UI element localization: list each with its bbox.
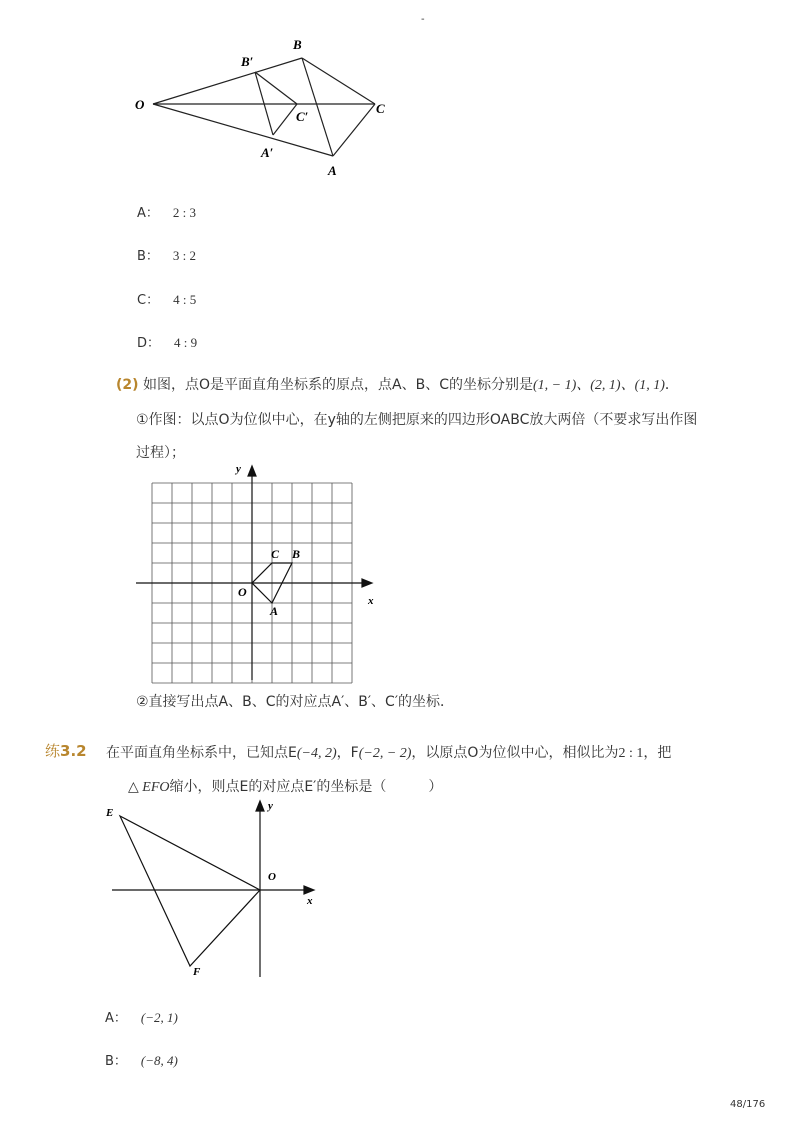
ex32-text-c: ，以原点O为位似中心，相似比为	[411, 745, 619, 761]
label-A: A	[270, 604, 279, 618]
ex32-line1	[106, 742, 671, 762]
figure-coordinate-grid	[130, 458, 380, 688]
ex32-triangle: △ EFO	[128, 780, 170, 795]
y-axis-arrow	[256, 801, 264, 811]
y-axis-arrow	[248, 466, 256, 476]
label-C: C	[271, 547, 280, 561]
option-c-label: C：	[137, 293, 160, 308]
q2-stem-end: ．	[664, 377, 679, 393]
ex32-text-a: 在平面直角坐标系中，已知点E	[106, 745, 297, 761]
ex32-option-b[interactable]	[105, 1050, 178, 1069]
triangle-EFO	[120, 816, 260, 966]
label-A: A	[328, 163, 337, 178]
q2-number: (2)	[116, 377, 139, 393]
label-Bp: B′	[241, 54, 254, 69]
segment-BC	[302, 58, 375, 104]
label-B: B	[292, 547, 301, 561]
segment-CpAp	[273, 104, 297, 135]
option-d-label: D：	[137, 336, 161, 351]
top-mark: -	[421, 14, 425, 25]
label-Cp: C′	[296, 109, 309, 124]
segment-CA	[333, 104, 375, 156]
exercise-num: 3.2	[60, 742, 87, 760]
ex32-line2	[128, 776, 442, 796]
label-F: F	[193, 966, 201, 978]
label-B: B	[293, 37, 302, 52]
option-d[interactable]	[137, 332, 197, 351]
page-number: 48/176	[730, 1099, 766, 1110]
label-y: y	[268, 800, 273, 812]
option-a-label: A：	[137, 206, 159, 221]
ex32-coord-e: (−4, 2)	[296, 746, 337, 761]
segment-OB	[153, 58, 302, 104]
q2-part1-line2: 过程）；	[136, 445, 185, 461]
segment-BpCp	[255, 72, 297, 104]
ex32-coord-f: (−2, − 2)	[358, 746, 412, 761]
x-axis-arrow	[304, 886, 314, 894]
ex32-line2-text: 缩小，则点E的对应点E′的坐标是（ ）	[169, 779, 443, 795]
q2-part1-line1: ①作图：以点O为位似中心，在y轴的左侧把原来的四边形OABC放大两倍（不要求写出作图	[136, 412, 698, 428]
label-x: x	[307, 895, 313, 907]
q2-part2: ②直接写出点A、B、C的对应点A′、B′、C′的坐标．	[136, 694, 454, 710]
ex32-text-d: ，把	[643, 745, 672, 761]
segment-BA	[302, 58, 333, 156]
option-c[interactable]	[137, 289, 196, 308]
label-C: C	[376, 101, 385, 116]
figure-homothety-quadrilateral	[125, 30, 405, 180]
exercise-number	[45, 740, 87, 761]
option-b-value: 3 : 2	[172, 248, 197, 263]
option-b[interactable]	[137, 245, 196, 264]
label-Ap: A′	[261, 145, 274, 160]
exercise-prefix: 练	[45, 742, 61, 760]
option-c-value: 4 : 5	[173, 292, 197, 307]
label-E: E	[106, 807, 114, 819]
q2-stem-text: 如图，点O是平面直角坐标系的原点，点A、B、C的坐标分别是	[143, 377, 533, 393]
ex32-option-a[interactable]	[105, 1007, 178, 1026]
ex32-option-b-value: (−8, 4)	[140, 1053, 178, 1068]
option-d-value: 4 : 9	[174, 335, 198, 350]
label-O: O	[238, 585, 247, 599]
q2-coords: (1, − 1)、(2, 1)、(1, 1)	[532, 378, 665, 393]
ex32-option-a-value: (−2, 1)	[140, 1010, 178, 1025]
figure-triangle-EFO	[98, 795, 328, 985]
option-b-label: B：	[137, 249, 159, 264]
x-axis-arrow	[362, 579, 372, 587]
option-a-value: 2 : 3	[172, 205, 197, 220]
label-O: O	[268, 871, 276, 883]
label-x: x	[368, 595, 374, 607]
ex32-ratio: 2 : 1	[618, 746, 644, 761]
ex32-text-b: ，F	[336, 745, 359, 761]
option-a[interactable]	[137, 202, 196, 221]
ex32-option-a-label: A：	[105, 1011, 127, 1026]
ex32-option-b-label: B：	[105, 1054, 127, 1069]
q2-stem	[116, 374, 679, 394]
label-O: O	[135, 97, 145, 112]
label-y: y	[236, 463, 241, 475]
